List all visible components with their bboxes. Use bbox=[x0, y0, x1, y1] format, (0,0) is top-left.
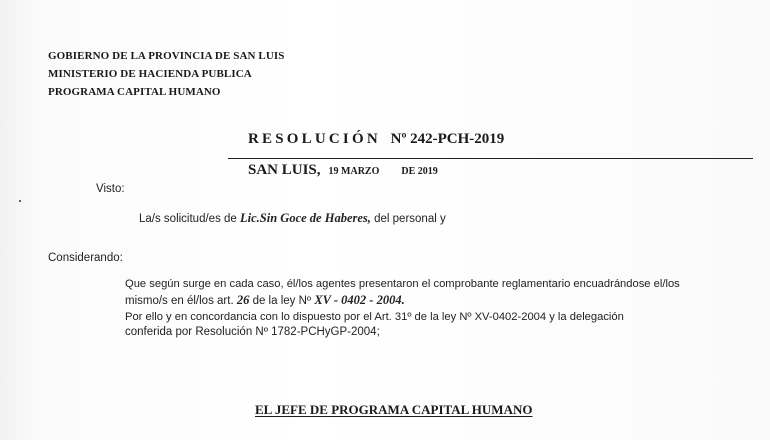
header-ministry: MINISTERIO DE HACIENDA PUBLICA bbox=[48, 68, 252, 80]
p1-text-a: mismo/s en él/los art. bbox=[125, 295, 234, 307]
considerando-p2-line2: conferida por Resolución Nº 1782-PCHyGP-2004; bbox=[125, 326, 380, 338]
signature-heading: EL JEFE DE PROGRAMA CAPITAL HUMANO bbox=[255, 402, 533, 417]
p1-article: 26 bbox=[236, 293, 250, 307]
paper-speck bbox=[19, 200, 21, 202]
visto-text bbox=[139, 211, 446, 226]
considerando-p2-line1: Por ello y en concordancia con lo dispuesto por el Art. 31º de la ley Nº XV-0402-2004 y la delegación bbox=[125, 311, 624, 323]
date-line bbox=[248, 161, 438, 179]
resolution-number: Nº 242-PCH-2019 bbox=[390, 131, 505, 147]
resolution-word: RESOLUCIÓN bbox=[248, 131, 381, 147]
p1-law: XV - 0402 - 2004. bbox=[314, 293, 405, 307]
header-program: PROGRAMA CAPITAL HUMANO bbox=[48, 86, 221, 98]
title-rule bbox=[228, 158, 753, 159]
considerando-p1-line1: Que según surge en cada caso, él/los agentes presentaron el comprobante reglamentario encuadrándose el/los bbox=[125, 278, 680, 290]
visto-label: Visto: bbox=[96, 183, 125, 195]
date-day-month: 19 MARZO bbox=[328, 166, 380, 177]
visto-text-before: La/s solicitud/es de bbox=[139, 213, 237, 225]
date-city: SAN LUIS, bbox=[248, 162, 321, 178]
considerando-label: Considerando: bbox=[48, 252, 123, 264]
resolution-title bbox=[248, 131, 504, 148]
p1-text-b: de la ley Nº bbox=[252, 295, 312, 307]
header-government: GOBIERNO DE LA PROVINCIA DE SAN LUIS bbox=[48, 50, 285, 62]
visto-text-after: del personal y bbox=[374, 213, 446, 225]
visto-highlight: Lic.Sin Goce de Haberes, bbox=[240, 211, 371, 225]
date-year: DE 2019 bbox=[401, 166, 438, 177]
considerando-p1-line2 bbox=[125, 293, 405, 308]
